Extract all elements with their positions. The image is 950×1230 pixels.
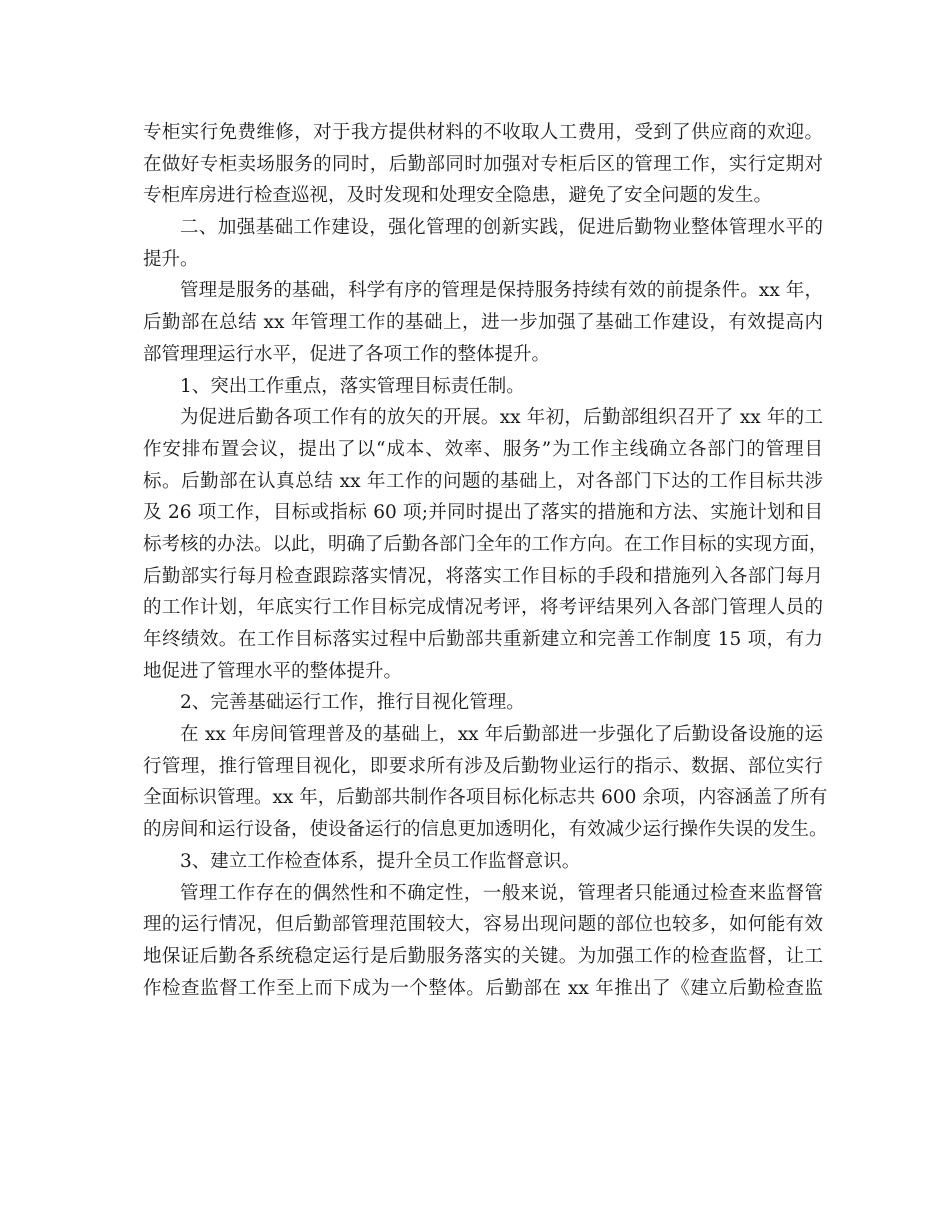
text-line: 专柜库房进行检查巡视，及时发现和处理安全隐患，避免了安全问题的发生。	[143, 185, 773, 207]
subsection-heading: 3、建立工作检查体系，提升全员工作监督意识。	[180, 850, 581, 872]
text-line: 地促进了管理水平的整体提升。	[143, 660, 403, 682]
text-line: 行管理，推行管理目视化，即要求所有涉及后勤物业运行的指示、数据、部位实行	[143, 755, 823, 777]
text-line: 理的运行情况，但后勤部管理范围较大，容易出现问题的部位也较多，如何能有效	[143, 914, 823, 936]
section-heading-cont: 提升。	[143, 248, 199, 270]
text-line: 在 xx 年房间管理普及的基础上，xx 年后勤部进一步强化了后勤设备设施的运	[180, 724, 823, 746]
subsection-heading: 2、完善基础运行工作，推行目视化管理。	[180, 692, 525, 714]
text-line: 的房间和运行设备，使设备运行的信息更加透明化，有效减少运行操作失误的发生。	[143, 819, 828, 841]
text-line: 地保证后勤各系统稳定运行是后勤服务落实的关键。为加强工作的检查监督，让工	[143, 945, 823, 967]
text-line: 后勤部实行每月检查跟踪落实情况，将落实工作目标的手段和措施列入各部门每月	[143, 565, 823, 587]
text-line: 后勤部在总结 xx 年管理工作的基础上，进一步加强了基础工作建设，有效提高内	[143, 312, 823, 334]
text-line: 及 26 项工作，目标或指标 60 项;并同时提出了落实的措施和方法、实施计划和目	[143, 502, 823, 524]
text-line: 的工作计划，年底实行工作目标完成情况考评，将考评结果列入各部门管理人员的	[143, 597, 823, 619]
text-line: 专柜实行免费维修，对于我方提供材料的不收取人工费用，受到了供应商的欢迎。	[143, 122, 823, 143]
body-text	[143, 117, 828, 1004]
text-line: 标。后勤部在认真总结 xx 年工作的问题的基础上，对各部门下达的工作目标共涉	[143, 470, 823, 492]
text-line: 作检查监督工作至上而下成为一个整体。后勤部在 xx 年推出了《建立后勤检查监	[143, 977, 823, 999]
subsection-heading: 1、突出工作重点，落实管理目标责任制。	[180, 375, 525, 397]
text-line: 管理工作存在的偶然性和不确定性，一般来说，管理者只能通过检查来监督管	[180, 882, 823, 904]
text-line: 标考核的办法。以此，明确了后勤各部门全年的工作方向。在工作目标的实现方面，	[143, 533, 828, 555]
text-line: 为促进后勤各项工作有的放矢的开展。xx 年初，后勤部组织召开了 xx 年的工	[180, 407, 823, 429]
text-line: 全面标识管理。xx 年，后勤部共制作各项目标化标志共 600 余项，内容涵盖了所有	[143, 787, 828, 809]
text-line: 年终绩效。在工作目标落实过程中后勤部共重新建立和完善工作制度 15 项，有力	[143, 629, 823, 650]
text-line: 作安排布置会议，提出了以“成本、效率、服务”为工作主线确立各部门的管理目	[143, 438, 823, 460]
section-heading: 二、加强基础工作建设，强化管理的创新实践，促进后勤物业整体管理水平的	[180, 217, 823, 239]
text-line: 部管理理运行水平，促进了各项工作的整体提升。	[143, 343, 551, 365]
text-line: 在做好专柜卖场服务的同时，后勤部同时加强对专柜后区的管理工作，实行定期对	[143, 153, 823, 175]
text-line: 管理是服务的基础，科学有序的管理是保持服务持续有效的前提条件。xx 年，	[180, 280, 823, 302]
